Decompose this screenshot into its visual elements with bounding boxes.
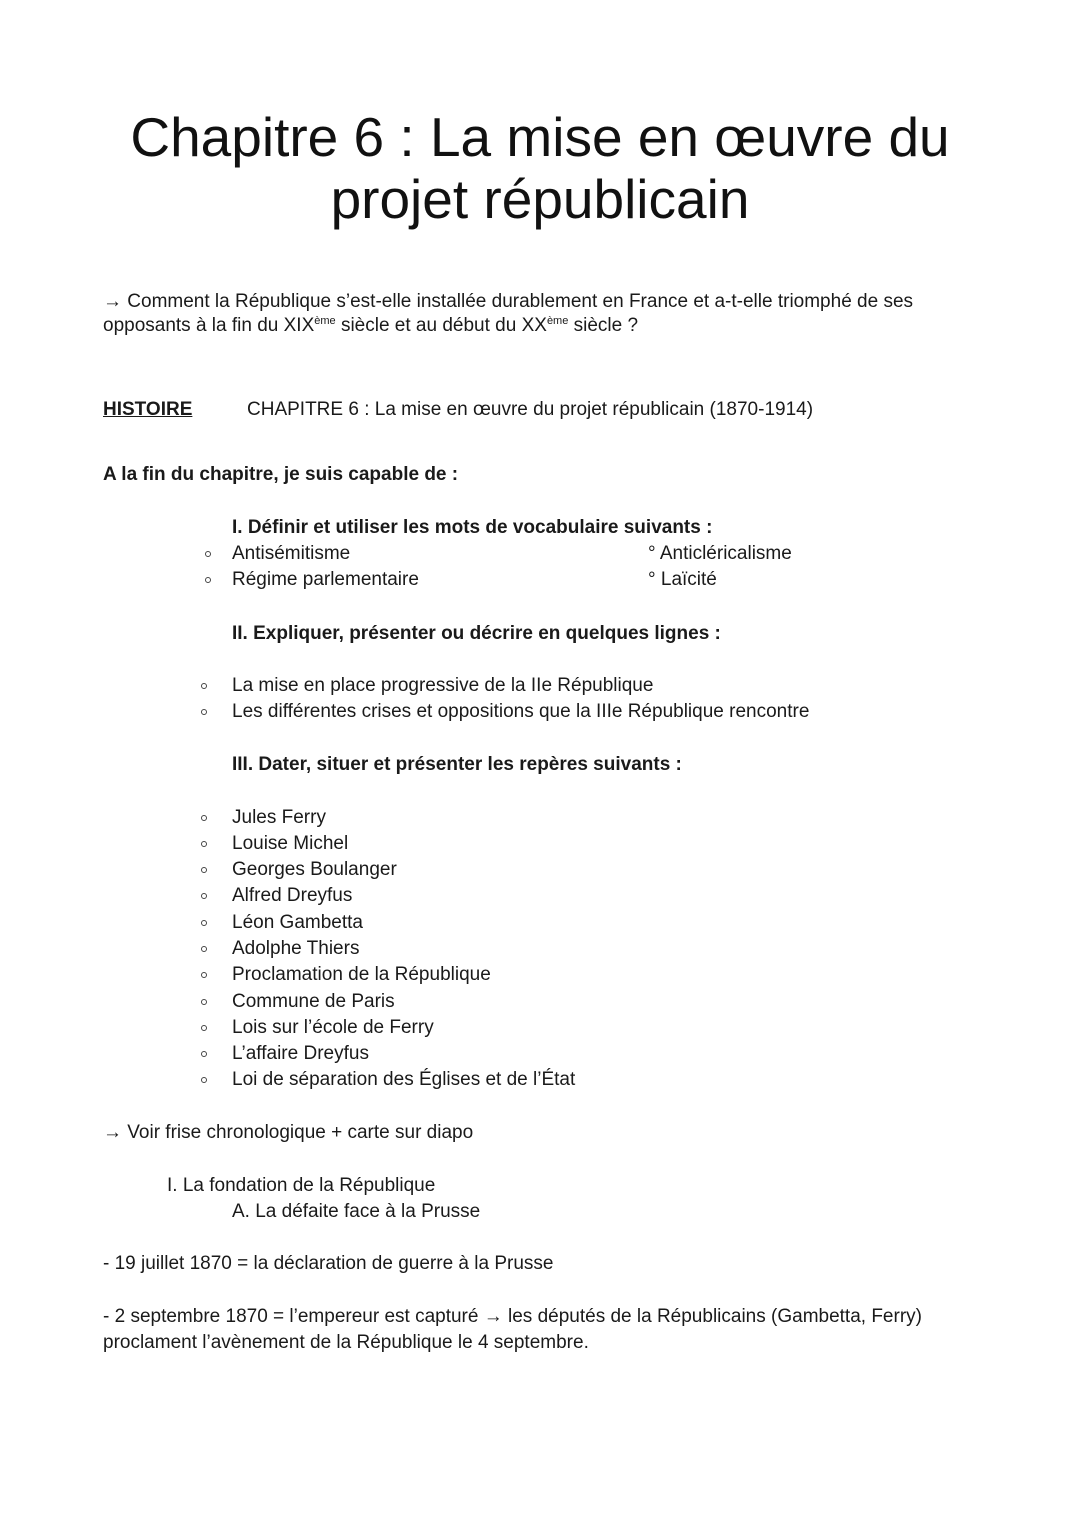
timeline-note: → Voir frise chronologique + carte sur diapo	[103, 1122, 474, 1143]
page-title-line-1: Chapitre 6 : La mise en œuvre du	[130, 106, 950, 168]
bullet-icon	[201, 920, 207, 926]
vocab-item-right: ° Laïcité	[648, 569, 717, 590]
explain-item: La mise en place progressive de la IIe République	[232, 675, 654, 696]
guiding-question-line-1	[103, 290, 913, 314]
bullet-icon	[201, 972, 207, 978]
arrow-icon: →	[103, 291, 122, 312]
landmark-item: Loi de séparation des Églises et de l’État	[232, 1069, 576, 1090]
landmark-item: Jules Ferry	[232, 807, 326, 828]
chapter-heading: CHAPITRE 6 : La mise en œuvre du projet républicain (1870-1914)	[247, 399, 814, 420]
fact-2-line-1: - 2 septembre 1870 = l’empereur est capturé → les députés de la Républicains (Gambetta, Ferry)	[103, 1306, 922, 1327]
bullet-icon	[201, 1025, 207, 1031]
bullet-icon	[201, 841, 207, 847]
bullet-icon	[201, 709, 207, 715]
bullet-icon	[201, 1077, 207, 1083]
vocab-item: Régime parlementaire	[232, 569, 419, 590]
landmark-item: Lois sur l’école de Ferry	[232, 1017, 434, 1038]
degree-marker-icon: °	[648, 543, 656, 564]
landmark-item: Alfred Dreyfus	[232, 885, 353, 906]
bullet-icon	[201, 867, 207, 873]
bullet-icon	[205, 551, 211, 557]
section-1-heading: I. Définir et utiliser les mots de vocabulaire suivants :	[232, 517, 713, 538]
bullet-icon	[201, 893, 207, 899]
landmark-item: Adolphe Thiers	[232, 938, 360, 959]
guiding-question-line-2: opposants à la fin du XIXème siècle et au début du XXème siècle ?	[103, 315, 639, 336]
bullet-icon	[201, 683, 207, 689]
landmark-item: Commune de Paris	[232, 991, 395, 1012]
subject-label: HISTOIRE	[103, 399, 193, 420]
question-text: Comment la République s’est-elle installée durablement en France et a-t-elle triomphé de ses	[127, 291, 914, 312]
section-2-heading: II. Expliquer, présenter ou décrire en quelques lignes :	[232, 623, 721, 644]
objectives-intro: A la fin du chapitre, je suis capable de :	[103, 464, 459, 485]
landmark-item: Léon Gambetta	[232, 912, 363, 933]
landmark-item: L’affaire Dreyfus	[232, 1043, 369, 1064]
bullet-icon	[201, 946, 207, 952]
section-3-heading: III. Dater, situer et présenter les repères suivants :	[232, 754, 682, 775]
bullet-icon	[201, 1051, 207, 1057]
landmark-item: Proclamation de la République	[232, 964, 491, 985]
landmark-item: Louise Michel	[232, 833, 349, 854]
fact-1: - 19 juillet 1870 = la déclaration de guerre à la Prusse	[103, 1253, 554, 1274]
bullet-icon	[201, 999, 207, 1005]
vocab-item: Antisémitisme	[232, 543, 351, 564]
degree-marker-icon: °	[648, 569, 656, 590]
vocab-item-right: ° Anticléricalisme	[648, 543, 792, 564]
bullet-icon	[205, 577, 211, 583]
fact-2-line-2: proclament l’avènement de la République le 4 septembre.	[103, 1332, 589, 1353]
page-title-line-2: projet républicain	[330, 168, 750, 230]
outline-part-heading: I. La fondation de la République	[167, 1175, 436, 1196]
landmark-item: Georges Boulanger	[232, 859, 397, 880]
bullet-icon	[201, 815, 207, 821]
outline-sub-heading: A. La défaite face à la Prusse	[232, 1201, 481, 1222]
explain-item: Les différentes crises et oppositions que la IIIe République rencontre	[232, 701, 810, 722]
